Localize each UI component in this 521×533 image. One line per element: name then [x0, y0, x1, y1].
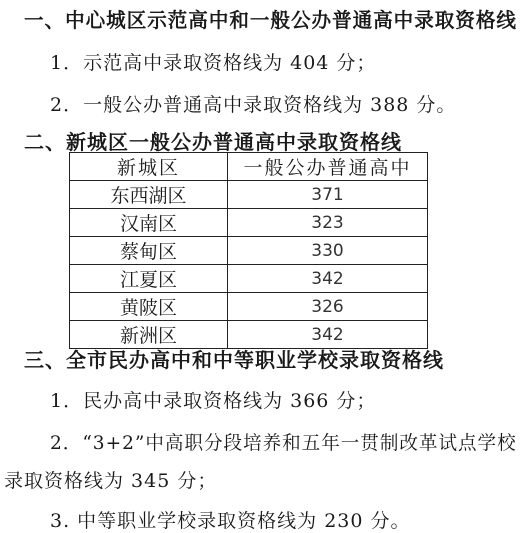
section-3-item-3: 3. 中等职业学校录取资格线为 230 分。 [50, 510, 411, 532]
district-name: 东西湖区 [70, 181, 228, 209]
section-3-heading: 三、全市民办高中和中等职业学校录取资格线 [24, 348, 444, 372]
district-name: 新洲区 [70, 321, 228, 349]
column-header-district: 新城区 [70, 153, 228, 181]
cutoff-score: 342 [228, 321, 428, 349]
table-header-row [70, 153, 428, 181]
section-2-heading: 二、新城区一般公办普通高中录取资格线 [24, 130, 402, 154]
cutoff-score: 323 [228, 209, 428, 237]
section-3-item-2-continued: 录取资格线为 345 分； [4, 470, 218, 492]
cutoff-score: 330 [228, 237, 428, 265]
cutoff-score: 326 [228, 293, 428, 321]
district-name: 汉南区 [70, 209, 228, 237]
section-1-item-1: 1．示范高中录取资格线为 404 分； [50, 52, 377, 74]
cutoff-score: 342 [228, 265, 428, 293]
cutoff-score: 371 [228, 181, 428, 209]
district-name: 蔡甸区 [70, 237, 228, 265]
table-row [70, 265, 428, 293]
table-row [70, 237, 428, 265]
section-3-item-2: 2．“3+2”中高职分段培养和五年一贯制改革试点学校 [50, 432, 517, 454]
section-1-heading: 一、中心城区示范高中和一般公办普通高中录取资格线 [24, 8, 517, 32]
cutoff-score-table [69, 152, 428, 349]
table-row [70, 209, 428, 237]
column-header-general-public-high-school: 一般公办普通高中 [228, 153, 428, 181]
district-name: 江夏区 [70, 265, 228, 293]
table-row [70, 181, 428, 209]
table-row [70, 293, 428, 321]
section-3-item-1: 1．民办高中录取资格线为 366 分； [50, 390, 377, 412]
district-name: 黄陂区 [70, 293, 228, 321]
section-1-item-2: 2．一般公办普通高中录取资格线为 388 分。 [50, 94, 457, 116]
